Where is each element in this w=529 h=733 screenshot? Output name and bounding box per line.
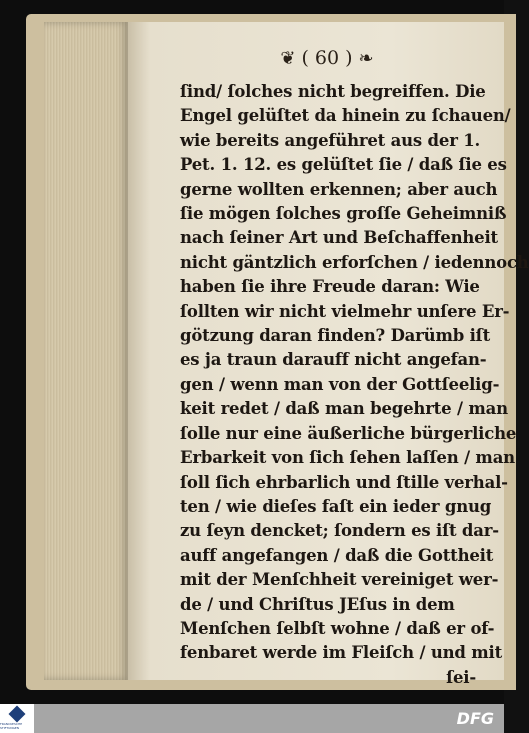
page-edges bbox=[44, 22, 130, 680]
logo-mark-icon bbox=[9, 705, 26, 722]
text-line: auff angefangen / daß die Gottheit bbox=[180, 545, 494, 565]
text-line: götzung daran finden? Darümb iſt bbox=[180, 326, 490, 346]
text-line: nicht gäntzlich erforſchen / iedennoch bbox=[180, 252, 529, 272]
text-line: keit redet / daß man begehrte / man bbox=[180, 399, 508, 419]
right-ornament-icon: ❧ bbox=[358, 47, 374, 69]
text-line: ſolle nur eine äußerliche bürgerliche bbox=[180, 423, 517, 443]
text-line: gen / wenn man von der Gottſeelig- bbox=[180, 374, 500, 394]
page-number: ( 60 ) bbox=[301, 47, 353, 69]
dfg-logo[interactable]: DFG bbox=[456, 709, 494, 728]
viewer-footer bbox=[0, 704, 504, 733]
text-line: Menſchen ſelbſt wohne / daß er of- bbox=[180, 618, 495, 638]
text-line: es ja traun darauff nicht angefan- bbox=[180, 350, 487, 370]
left-ornament-icon: ❦ bbox=[280, 47, 296, 69]
text-line: ſind/ ſolches nicht begreiffen. Die bbox=[180, 82, 486, 101]
text-line: Engel gelüſtet da hinein zu ſchauen/ bbox=[180, 106, 511, 126]
text-line: ſie mögen ſolches groſſe Geheimniß bbox=[180, 204, 507, 224]
page-header bbox=[252, 43, 402, 73]
text-line: wie bereits angeführet aus der 1. bbox=[180, 130, 481, 150]
institution-logo[interactable] bbox=[0, 704, 34, 733]
logo-text: FRANCKESCHE STIFTUNGEN bbox=[0, 721, 23, 730]
text-line: nach ſeiner Art und Beſchaffenheit bbox=[180, 228, 498, 248]
text-line: mit der Menſchheit vereiniget wer- bbox=[180, 570, 499, 590]
text-line: Pet. 1. 12. es gelüſtet ſie / daß ſie es bbox=[180, 155, 507, 175]
text-line: gerne wollten erkennen; aber auch bbox=[180, 179, 498, 199]
text-line: haben ſie ihre Freude daran: Wie bbox=[180, 277, 480, 297]
text-line: ſoll ſich ehrbarlich und ſtille verhal- bbox=[180, 472, 508, 492]
text-line: ſei- bbox=[446, 667, 476, 687]
text-line: zu ſeyn dencket; ſondern es iſt dar- bbox=[180, 521, 499, 541]
text-line: de / und Chriſtus JEſus in dem bbox=[180, 594, 455, 614]
text-line: Erbarkeit von ſich ſehen laſſen / man bbox=[180, 448, 515, 468]
text-line: ten / wie dieſes faſt ein ieder gnug bbox=[180, 496, 492, 516]
show-through-smudge bbox=[178, 592, 378, 610]
text-line: ſollten wir nicht vielmehr unſere Er- bbox=[180, 301, 510, 321]
text-line: fenbaret werde im Fleiſch / und mit bbox=[180, 643, 503, 663]
